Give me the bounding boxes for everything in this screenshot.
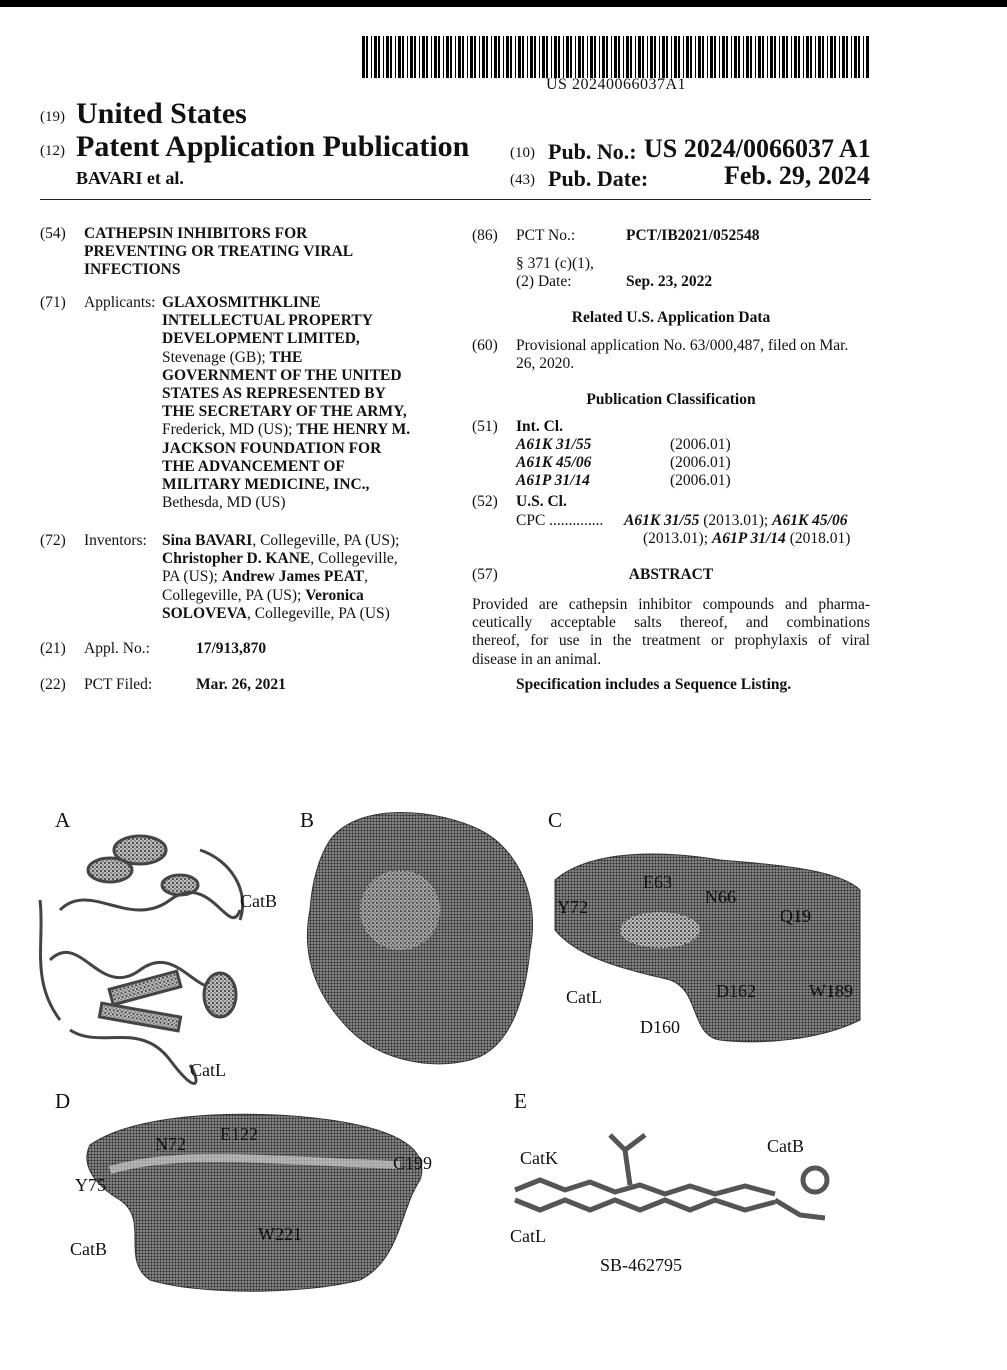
cpc-class-1: A61K 31/55	[624, 512, 700, 529]
pct-label: PCT Filed:	[84, 676, 153, 693]
e-label-catl: CatL	[510, 1226, 546, 1246]
code-12: (12)	[40, 143, 65, 159]
cpc-class-3: A61P 31/14	[711, 530, 786, 547]
title-line: PREVENTING OR TREATING VIRAL	[84, 243, 354, 261]
inventor-line: Christopher D. KANE, Collegeville,	[162, 550, 398, 568]
document-type: Patent Application Publication	[76, 130, 470, 163]
intcl-version: (2006.01)	[670, 472, 731, 489]
c-label-catl: CatL	[566, 987, 602, 1007]
intcl-class: A61K 45/06	[516, 454, 592, 471]
applicant-line: THE SECRETARY OF THE ARMY,	[162, 403, 407, 421]
applicant-line: THE ADVANCEMENT OF	[162, 457, 345, 475]
cpc-line1	[624, 512, 847, 530]
top-border	[0, 0, 1007, 7]
invention-title	[84, 225, 353, 280]
uscl-label: U.S. Cl.	[516, 493, 567, 510]
inventor-short: BAVARI et al.	[76, 168, 184, 188]
pctno-label: PCT No.:	[516, 227, 576, 244]
panel-label-b: B	[300, 808, 315, 832]
related-heading: Related U.S. Application Data	[571, 309, 771, 326]
sequence-note: Specification includes a Sequence Listing.	[516, 676, 792, 693]
inventor-line: SOLOVEVA, Collegeville, PA (US)	[162, 604, 390, 622]
intcl-class: A61K 31/55	[516, 436, 592, 453]
prov-line1: Provisional application No. 63/000,487, filed on Mar.	[516, 337, 849, 354]
appl-label: Appl. No.:	[84, 640, 150, 657]
pub-no: US 2024/0066037 A1	[644, 134, 871, 163]
cpc-class-2: A61K 45/06	[772, 512, 848, 529]
c-label-q19: Q19	[780, 906, 811, 926]
d-label-catb: CatB	[70, 1239, 108, 1259]
e-label-catk: CatK	[520, 1148, 558, 1168]
abstract-line: thereof, for use in the treatment or prophylaxis of viral	[472, 632, 870, 650]
s371-line2: (2) Date:	[516, 273, 572, 290]
cpc-version-1: (2013.01);	[699, 512, 773, 529]
pctno-code: (86)	[472, 227, 498, 244]
applicant-line: MILITARY MEDICINE, INC.,	[162, 476, 370, 494]
applicants-code: (71)	[40, 294, 66, 311]
inventors-code: (72)	[40, 532, 66, 549]
intcl-version: (2006.01)	[670, 436, 731, 453]
intcl-label: Int. Cl.	[516, 418, 563, 435]
e-label-catb: CatB	[767, 1136, 805, 1156]
cpc-line2	[643, 530, 850, 548]
panel-label-c: C	[548, 808, 563, 832]
country: United States	[76, 97, 247, 130]
abstract-code: (57)	[472, 566, 498, 583]
inventor-line: Collegeville, PA (US); Veronica	[162, 586, 364, 604]
applicant-line: STATES AS REPRESENTED BY	[162, 385, 386, 403]
title-code: (54)	[40, 225, 66, 242]
applicant-line: Frederick, MD (US); THE HENRY M.	[162, 421, 411, 439]
cpc-label: CPC ..............	[516, 512, 604, 529]
pctno: PCT/IB2021/052548	[626, 227, 760, 244]
c-label-d160: D160	[640, 1017, 680, 1037]
c-label-n66: N66	[705, 887, 736, 907]
panel-label-a: A	[55, 808, 71, 832]
panel-label-e: E	[514, 1089, 527, 1113]
d-label-c199: C199	[393, 1153, 433, 1173]
code-10: (10)	[510, 145, 535, 161]
abstract-line: disease in an animal.	[472, 650, 602, 668]
applicant-line: JACKSON FOUNDATION FOR	[162, 439, 382, 457]
title-line: INFECTIONS	[84, 261, 181, 279]
header-rule	[40, 199, 871, 200]
e-label-compound: SB-462795	[600, 1255, 683, 1275]
applicants-label: Applicants:	[84, 294, 156, 311]
intcl-version: (2006.01)	[670, 454, 731, 471]
prov-line2: 26, 2020.	[516, 355, 575, 372]
applicant-line: Stevenage (GB); THE	[162, 348, 303, 366]
appl-no: 17/913,870	[196, 640, 267, 657]
a-label-catb: CatB	[240, 891, 278, 911]
abstract-text	[472, 596, 870, 669]
panel-b-highlight	[360, 870, 440, 950]
d-label-y75: Y75	[75, 1175, 106, 1195]
code-43: (43)	[510, 172, 535, 188]
abstract-heading: ABSTRACT	[628, 566, 714, 583]
pub-no-label: Pub. No.:	[548, 139, 637, 164]
applicant-line: Bethesda, MD (US)	[162, 494, 286, 512]
intcl-class: A61P 31/14	[516, 472, 590, 489]
pct-code: (22)	[40, 676, 66, 693]
panel-label-d: D	[55, 1089, 71, 1113]
prov-code: (60)	[472, 337, 498, 354]
a-label-catl: CatL	[190, 1060, 226, 1080]
applicant-line: INTELLECTUAL PROPERTY	[162, 312, 373, 330]
inventor-line: Sina BAVARI, Collegeville, PA (US);	[162, 532, 400, 549]
panel-c-pocket	[620, 912, 700, 948]
s371-line1: § 371 (c)(1),	[516, 255, 594, 272]
s371-date: Sep. 23, 2022	[626, 273, 713, 290]
d-label-w221: W221	[258, 1224, 302, 1244]
abstract-line: Provided are cathepsin inhibitor compounds and pharma-	[472, 596, 870, 613]
inventors-list	[162, 532, 399, 623]
intcl-code: (51)	[472, 418, 498, 435]
inventor-line: PA (US); Andrew James PEAT,	[162, 568, 368, 586]
applicant-line: DEVELOPMENT LIMITED,	[162, 330, 360, 348]
c-label-d162: D162	[716, 981, 756, 1001]
panel-c-surface	[555, 854, 860, 1042]
drawing-figure	[0, 790, 1007, 1320]
appl-code: (21)	[40, 640, 66, 657]
publication-number-top: US 20240066037A1	[546, 76, 687, 93]
applicant-line: GLAXOSMITHKLINE	[162, 294, 321, 311]
pubclass-heading: Publication Classification	[586, 391, 756, 408]
d-label-n72: N72	[155, 1134, 186, 1154]
panel-a-structure	[40, 836, 243, 1083]
applicant-line: GOVERNMENT OF THE UNITED	[162, 366, 402, 384]
inventors-label: Inventors:	[84, 532, 147, 549]
cpc-version-2: (2013.01);	[643, 530, 712, 547]
code-19: (19)	[40, 109, 65, 125]
title-line: CATHEPSIN INHIBITORS FOR	[84, 225, 308, 242]
abstract-line: ceutically acceptable salts thereof, and combinations	[472, 614, 870, 632]
pct-filed: Mar. 26, 2021	[196, 676, 286, 693]
barcode	[362, 36, 870, 78]
cpc-version-3: (2018.01)	[785, 530, 851, 547]
pub-date: Feb. 29, 2024	[724, 161, 870, 190]
applicants-list	[162, 294, 410, 512]
pub-date-label: Pub. Date:	[548, 166, 649, 191]
uscl-code: (52)	[472, 493, 498, 510]
c-label-e63: E63	[643, 872, 672, 892]
c-label-w189: W189	[809, 981, 853, 1001]
d-label-e122: E122	[220, 1124, 258, 1144]
c-label-y72: Y72	[557, 897, 588, 917]
